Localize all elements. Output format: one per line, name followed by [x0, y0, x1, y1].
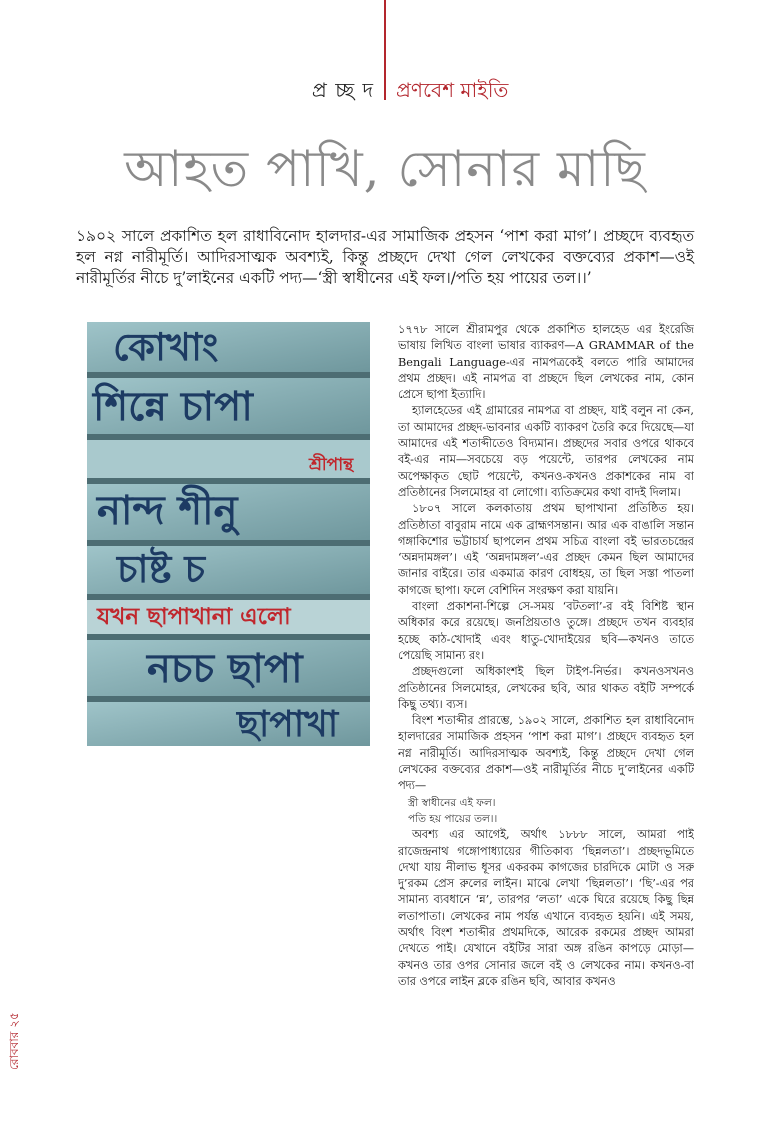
- article-title: আহত পাখি, সোনার মাছি: [124, 140, 646, 198]
- body-paragraph: ১৭৭৮ সালে শ্রীরামপুর থেকে প্রকাশিত হালহেড এর ইংরেজি ভাষায় লিখিত বাংলা ভাষার ব্যাকরণ—A GRAMMAR of the Bengali Language-এর নামপত্রকেই বলতে পারি আমাদের প্রথম প্রচ্ছদ। এই নামপত্র বা প্রচ্ছদে ছিল লেখকের নাম, কোন প্রেসে ছাপা ইত্যাদি।: [398, 323, 694, 402]
- body-paragraph: অবশ্য এর আগেই, অর্থাৎ ১৮৮৮ সালে, আমরা পাই রাজেন্দ্রনাথ গঙ্গোপাধ্যায়ের গীতিকাব্য ‘ছিন্নলতা’। প্রচ্ছদভূমিতে দেখা যায় নীলাভ ধূসর একরকম কাগজের চারদিকে মোটা ও সরু দু’রকম প্রেস রুলের লাইন। মাঝে লেখা ‘ছিন্নলতা’। ‘ছি’-এর পর সামান্য ব্যবধানে ‘ন্ন’, তারপর ‘লতা’ একে ঘিরে রয়েছে কিছু ছিন্ন লতাপাতা। লেখকের নাম পর্যন্ত এখানে ব্যবহৃত হয়নি। এই সময়, অর্থাৎ বিংশ শতাব্দীর প্রথমদিকে, আরেক রকমের প্রচ্ছদ আমরা দেখতে পাই। যেখানে বইটির সারা অঙ্গ রঙিন কাপড়ে মোড়া—কখনও তার ওপর সোনার জলে বই ও লেখকের নাম। কখনও-বা তার ওপরে লাইন ব্লকে রঙিন ছবি, আবার কখনও: [398, 828, 694, 988]
- page-folio-text: রোববার ২৫: [7, 1012, 21, 1070]
- cover-author-label: শ্রীপান্থ: [309, 455, 354, 475]
- book-cover-image: [87, 322, 370, 746]
- body-paragraph: বাংলা প্রকাশনা-শিল্পে সে-সময় ‘বটতলা’-র বই বিশিষ্ট স্থান অধিকার করে রয়েছে। জনপ্রিয়তাও তুঙ্গে। প্রচ্ছদে তখন ব্যবহার হচ্ছে কাঠ-খোদাই এবং ধাতু-খোদাইয়ের ছবি—কখনও তাতে পেয়েছি সামান্য রং।: [398, 600, 694, 662]
- cover-letters-row: চাষ্ট চ: [117, 546, 206, 591]
- page-folio: [6, 1000, 28, 1070]
- article-deck: ১৯০২ সালে প্রকাশিত হল রাধাবিনোদ হালদার-এর সামাজিক প্রহসন ‘পাশ করা মাগ’। প্রচ্ছদে ব্যবহৃত হল নগ্ন নারীমূর্তি। আদিরসাত্মক অবশ্যই, কিন্তু প্রচ্ছদে দেখা গেল লেখকের বক্তব্যের প্রকাশ—ওই নারীমূর্তির নীচে দু’লাইনের একটি পদ্য—‘স্ত্রী স্বাধীনের এই ফল।/পতি হয় পায়ের তল।।’: [76, 227, 694, 287]
- body-paragraph: বিংশ শতাব্দীর প্রারম্ভে, ১৯০২ সালে, প্রকাশিত হল রাধাবিনোদ হালদারের সামাজিক প্রহসন ‘পাশ করা মাগ’। প্রচ্ছদে ব্যবহৃত হল নগ্ন নারীমূর্তি। আদিরসাত্মক অবশ্যই, কিন্তু প্রচ্ছদে দেখা গেল লেখকের বক্তব্যের প্রকাশ—ওই নারীমূর্তির নীচে দু’লাইনের একটি পদ্য—: [398, 714, 694, 793]
- section-label: প্র চ্ছ দ: [311, 78, 374, 102]
- cover-letters-row: ছাপাখা: [237, 703, 339, 745]
- article-body: [398, 322, 694, 1062]
- body-paragraph: প্রচ্ছদগুলো অধিকাংশই ছিল টাইপ-নির্ভর। কখনওসখনও প্রতিষ্ঠানের সিলমোহর, লেখকের ছবি, আর থাকত বইটি সম্পর্কে কিছু তথ্য। ব্যস।: [398, 665, 694, 711]
- verse-line: পতি হয় পায়ের তল।।: [408, 812, 498, 825]
- cover-letters-row: শিন্নে চাপা: [93, 383, 253, 430]
- verse-line: স্ত্রী স্বাধীনের এই ফল।: [408, 796, 496, 809]
- book-cover-artwork: [87, 322, 370, 746]
- cover-letters-row: নান্দ শীনু: [97, 487, 238, 534]
- cover-letters-row: নচচ ছাপা: [147, 645, 303, 692]
- cover-book-title: যখন ছাপাখানা এলো: [97, 603, 291, 630]
- cover-letters-row: কোখাং: [113, 324, 219, 369]
- body-paragraph: হ্যালহেডের এই গ্রামারের নামপত্র বা প্রচ্ছদ, যাই বলুন না কেন, তা আমাদের প্রচ্ছদ-ভাবনার একটি ব্যাকরণ তৈরি করে দিয়েছে—যা আমাদের এই শতাব্দীতেও বিদ্যমান। প্রচ্ছদের সবার ওপরে থাকবে বই-এর নাম—সবচেয়ে বড় পয়েন্টে, তারপর লেখকের নাম অপেক্ষাকৃত ছোট পয়েন্টে, কখনও-কখনও প্রকাশকের নাম বা প্রতিষ্ঠানের সিলমোহর বা লোগো। ব্যতিক্রমের কথা বাদই দিলাম।: [398, 404, 694, 499]
- body-paragraph: ১৮০৭ সালে কলকাতায় প্রথম ছাপাখানা প্রতিষ্ঠিত হয়। প্রতিষ্ঠাতা বাবুরাম নামে এক ব্রাহ্মণসন্তান। আর এক বাঙালি সন্তান গঙ্গাকিশোর ভট্টাচার্য ছাপলেন প্রথম সচিত্র বাংলা বই ভারতচন্দ্রের ‘অন্নদামঙ্গল’। এই ‘অন্নদামঙ্গল’-এর প্রচ্ছদ কেমন ছিল আমাদের জানার বাইরে। তার একমাত্র কারণ বোধহয়, তা ছিল সস্তা পাতলা কাগজে ছাপা। ফলে বেশিদিন সংরক্ষণ করা যায়নি।: [398, 502, 694, 597]
- author-name: প্রণবেশ মাইতি: [396, 78, 509, 102]
- header-divider-rule: [384, 0, 386, 100]
